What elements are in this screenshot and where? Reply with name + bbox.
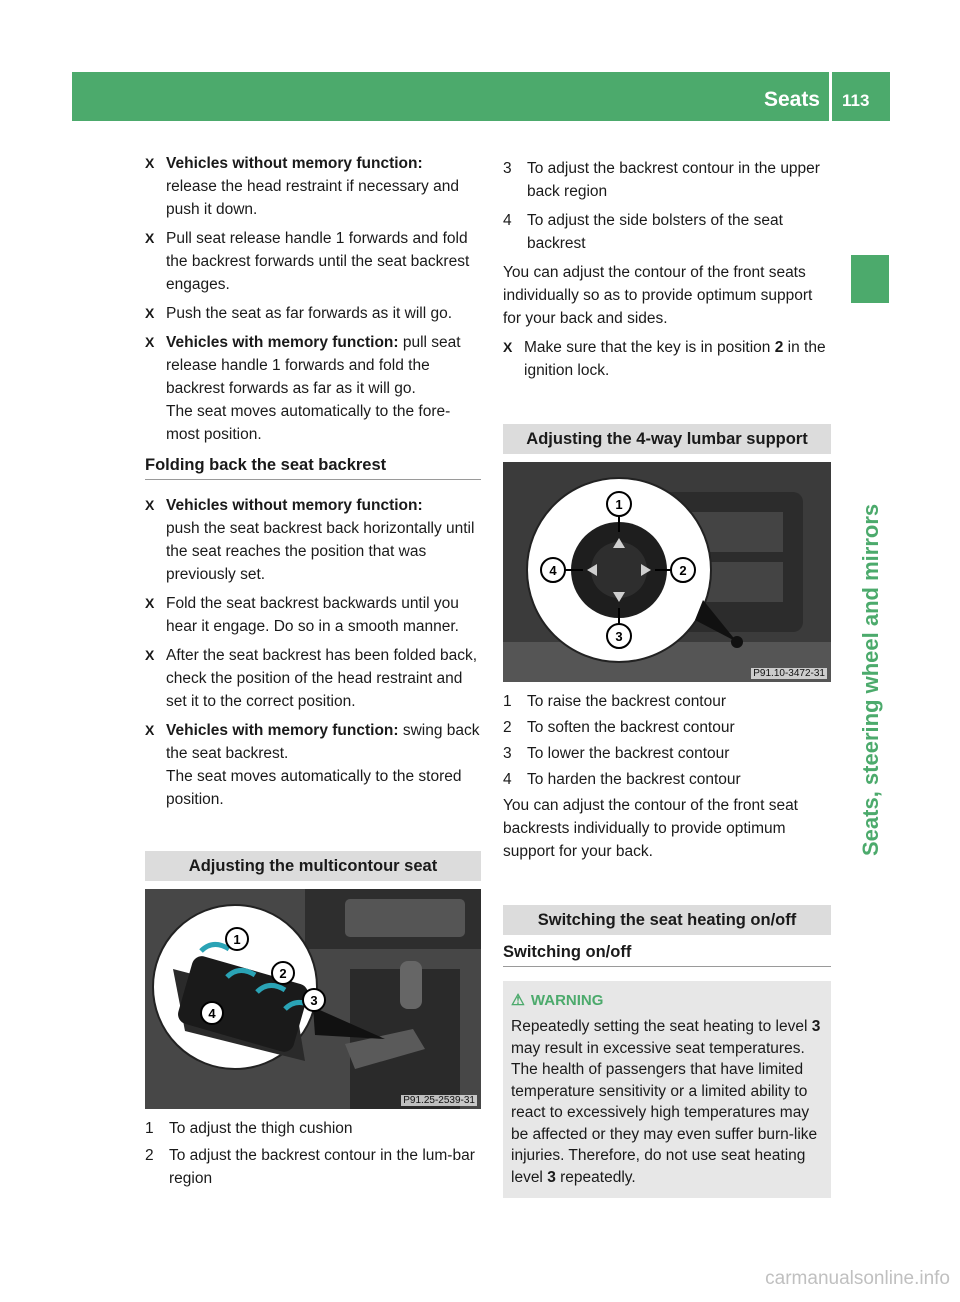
page-section-title: Seats xyxy=(763,88,820,111)
right-column xyxy=(503,157,831,1198)
step: X Vehicles with memory function: pull seat release handle 1 forwards and fold the backrest forwards as far as it will go. The seat moves automatically to the fore-most position. xyxy=(145,331,481,446)
step: X Vehicles without memory function: push the seat backrest back horizontally until the seat reaches the position that was previously set. xyxy=(145,494,481,586)
svg-text:4: 4 xyxy=(208,1006,216,1021)
legend-item: 3 To adjust the backrest contour in the upper back region xyxy=(503,157,831,203)
arrow-icon: X xyxy=(145,305,155,321)
arrow-icon: X xyxy=(503,339,513,355)
section-heading: Folding back the seat backrest xyxy=(145,456,481,480)
watermark: carmanualsonline.info xyxy=(765,1268,950,1289)
figure-code: P91.10-3472-31 xyxy=(753,668,825,679)
warning-box xyxy=(503,981,831,1198)
multicontour-switch-illustration xyxy=(145,889,481,1109)
lumbar-switch-illustration xyxy=(503,462,831,682)
multicontour-seat-figure xyxy=(145,889,481,1109)
legend-item: 1 To adjust the thigh cushion xyxy=(145,1117,481,1140)
legend-item: 2 To soften the backrest contour xyxy=(503,716,831,739)
arrow-icon: X xyxy=(145,497,155,513)
step: X Push the seat as far forwards as it will go. xyxy=(145,302,481,325)
circled-number: 4 xyxy=(503,212,512,229)
figure-code: P91.25-2539-31 xyxy=(403,1095,475,1106)
svg-text:1: 1 xyxy=(615,497,623,512)
warning-title: WARNING xyxy=(530,992,604,1009)
arrow-icon: X xyxy=(145,334,155,350)
section-bar: Adjusting the multicontour seat xyxy=(145,851,481,881)
svg-text:3: 3 xyxy=(615,629,623,644)
svg-text:3: 3 xyxy=(310,993,318,1008)
step: X After the seat backrest has been folded back, check the position of the head restraint and set it to the correct position. xyxy=(145,644,481,713)
chapter-tab xyxy=(851,255,889,303)
circled-number: 1 xyxy=(503,693,512,710)
step: X Vehicles with memory function: swing back the seat backrest. The seat moves automatically to the stored position. xyxy=(145,719,481,811)
svg-text:1: 1 xyxy=(233,932,241,947)
section-heading: Switching on/off xyxy=(503,943,831,967)
step: X Fold the seat backrest backwards until you hear it engage. Do so in a smooth manner. xyxy=(145,592,481,638)
circled-number: 3 xyxy=(503,160,512,177)
legend-item: 3 To lower the backrest contour xyxy=(503,742,831,765)
ref-number: 1 xyxy=(335,230,345,247)
arrow-icon: X xyxy=(145,230,155,246)
paragraph: You can adjust the contour of the front seats individually so as to provide optimum support for your back and sides. xyxy=(503,264,813,327)
section-bar: Switching the seat heating on/off xyxy=(503,905,831,935)
arrow-icon: X xyxy=(145,595,155,611)
ref-number: 1 xyxy=(272,357,281,374)
warning-text: Repeatedly setting the seat heating to level 3 may result in excessive seat temperatures. The health of passengers that have limited temperature sensitivity or a limited ability to react to excessively high temperatures may be affected or they may even suffer burn-like injuries. Therefore, do not use seat heating level 3 repeatedly. xyxy=(511,1018,821,1186)
warning-icon: ⚠ xyxy=(511,992,525,1009)
left-column xyxy=(145,152,481,1190)
arrow-icon: X xyxy=(145,722,155,738)
svg-text:2: 2 xyxy=(279,966,287,981)
legend-item: 2 To adjust the backrest contour in the lum-bar region xyxy=(145,1144,481,1190)
legend-item: 1 To raise the backrest contour xyxy=(503,690,831,713)
step: X Make sure that the key is in position 2 in the ignition lock. xyxy=(503,336,831,382)
circled-number: 2 xyxy=(145,1147,154,1164)
arrow-icon: X xyxy=(145,647,155,663)
svg-text:4: 4 xyxy=(549,563,557,578)
circled-number: 4 xyxy=(503,771,512,788)
circled-number: 2 xyxy=(503,719,512,736)
header-separator xyxy=(829,72,832,121)
legend-item: 4 To harden the backrest contour xyxy=(503,768,831,791)
section-bar: Adjusting the 4-way lumbar support xyxy=(503,424,831,454)
lumbar-support-figure xyxy=(503,462,831,682)
svg-text:2: 2 xyxy=(679,563,687,578)
paragraph: You can adjust the contour of the front seat backrests individually to provide optimum support for your back. xyxy=(503,797,798,860)
page-number: 113 xyxy=(842,91,870,110)
step: X Vehicles without memory function: release the head restraint if necessary and push it down. xyxy=(145,152,481,221)
arrow-icon: X xyxy=(145,155,155,171)
step: X Pull seat release handle 1 forwards and fold the backrest forwards until the seat backrest engages. xyxy=(145,227,481,296)
circled-number: 1 xyxy=(145,1120,154,1137)
circled-number: 3 xyxy=(503,745,512,762)
legend-item: 4 To adjust the side bolsters of the seat backrest xyxy=(503,209,831,255)
chapter-label: Seats, steering wheel and mirrors xyxy=(858,503,883,856)
